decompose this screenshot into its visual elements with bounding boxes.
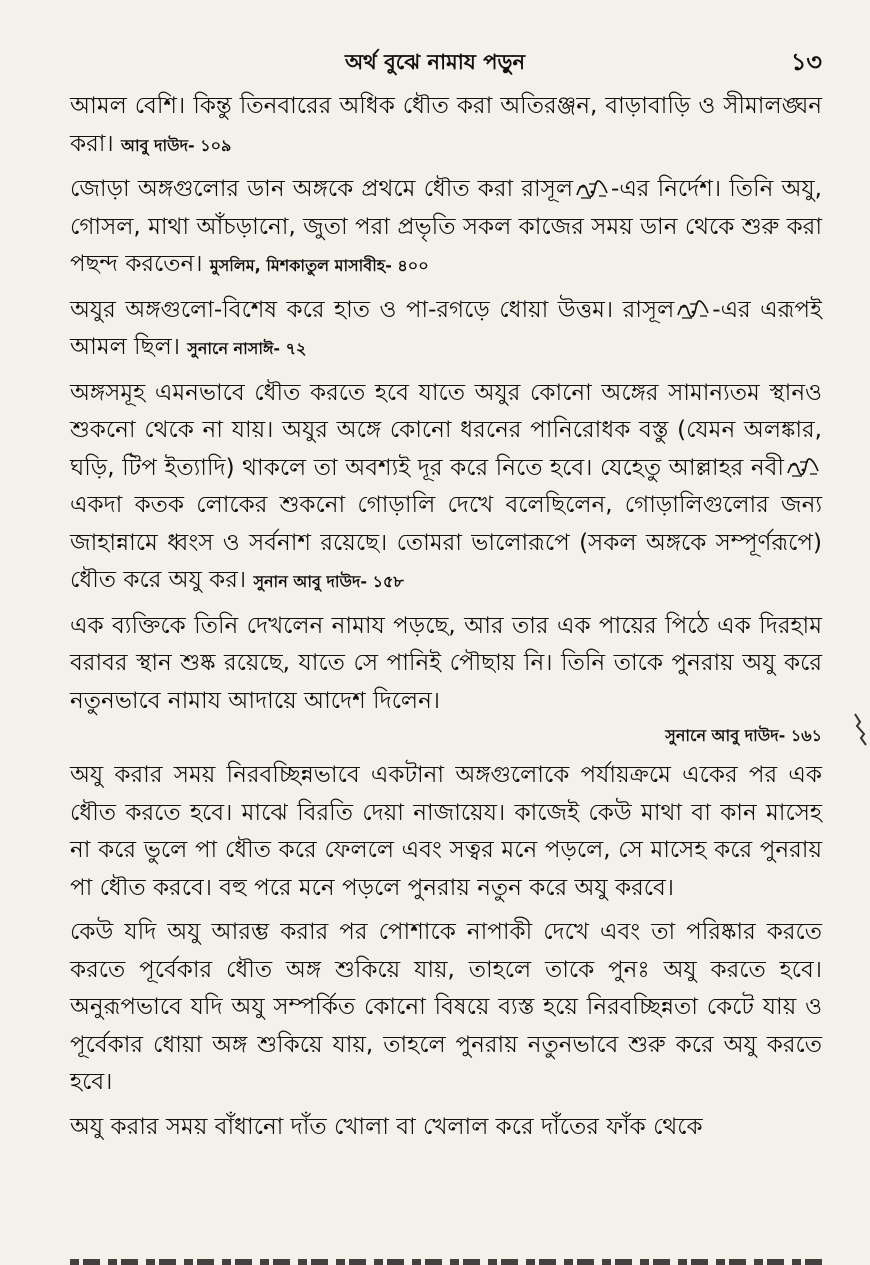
citation: সুনান আবু দাউদ- ১৫৮ (253, 572, 404, 591)
cut-off-next-line (70, 1254, 822, 1265)
paragraph-6 (70, 757, 822, 907)
salawat-calligraphy-icon (786, 457, 820, 479)
citation: মুসলিম, মিশকাতুল মাসাবীহ- ৪০০ (209, 256, 429, 275)
paragraph-3 (70, 292, 822, 368)
citation: সুনানে আবু দাউদ- ১৬১ (665, 726, 822, 745)
paragraph-text: জোড়া অঙ্গগুলোর ডান অঙ্গকে প্রথমে ধৌত করা রাসূল (70, 176, 574, 202)
margin-smudge-mark (852, 712, 868, 746)
paragraph-2 (70, 171, 822, 285)
page-number: ১৩ (790, 48, 822, 76)
paragraph-4 (70, 375, 822, 601)
paragraph-text: এক ব্যক্তিকে তিনি দেখলেন নামায পড়ছে, আর তার এক পায়ের পিঠে এক দিরহাম বরাবর স্থান শুষ্ক রয়েছে, যাতে সে পানিই পৌছায় নি। তিনি তাকে পুনরায় অযু করে নতুনভাবে নামায আদায়ে আদেশ দিলেন। (70, 612, 822, 714)
citation: সুনানে নাসাঈ- ৭২ (187, 339, 307, 358)
paragraph-text: আমল বেশি। কিন্তু তিনবারের অধিক ধৌত করা অতিরঞ্জন, বাড়াবাড়ি ও সীমালঙ্ঘন করা। (70, 93, 822, 157)
paragraph-text: একদা কতক লোকের শুকনো গোড়ালি দেখে বলেছিলেন, গোড়ালিগুলোর জন্য জাহান্নামে ধ্বংস ও সর্বনাশ রয়েছে। তোমরা ভালোরূপে (সকল অঙ্গকে সম্পূর্ণরূপে) ধৌত করে অযু কর। (70, 492, 822, 593)
paragraph-text: -এর নির্দেশ। তিনি অযু, গোসল, মাথা আঁচড়ানো, জুতা পরা প্রভৃতি সকল কাজের সময় ডান থেকে শুরু করা পছন্দ করতেন। (70, 176, 822, 277)
paragraph-text: কেউ যদি অযু আরম্ভ করার পর পোশাকে নাপাকী দেখে এবং তা পরিষ্কার করতে করতে পূর্বেকার ধৌত অঙ্গ শুকিয়ে যায়, তাহলে তাকে পুনঃ অযু করতে হবে। অনুরূপভাবে যদি অযু সম্পর্কিত কোনো বিষয়ে ব্যস্ত হয়ে নিরবচ্ছিন্নতা কেটে যায় ও পূর্বেকার ধোয়া অঙ্গ শুকিয়ে যায়, তাহলে পুনরায় নতুনভাবে শুরু করে অযু করতে হবে। (70, 919, 822, 1095)
running-title: অর্থ বুঝে নামায পড়ুন (345, 50, 525, 74)
paragraph-text: -এর এরূপই আমল ছিল। (70, 296, 822, 360)
salawat-calligraphy-icon (575, 179, 609, 201)
paragraph-text: অযু করার সময় বাঁধানো দাঁত খোলা বা খেলাল করে দাঁতের ফাঁক থেকে (70, 1113, 703, 1140)
paragraph-1 (70, 88, 822, 164)
body-text (70, 88, 822, 1153)
paragraph-5 (70, 608, 822, 721)
page-header (0, 40, 870, 80)
paragraph-7 (70, 914, 822, 1102)
paragraph-text: অযুর অঙ্গগুলো-বিশেষ করে হাত ও পা-রগড়ে ধোয়া উত্তম। রাসূল (70, 296, 675, 323)
paragraph-8 (70, 1109, 822, 1147)
salawat-calligraphy-icon (676, 299, 710, 321)
paragraph-text: অযু করার সময় নিরবচ্ছিন্নভাবে একটানা অঙ্গগুলোকে পর্যায়ক্রমে একের পর এক ধৌত করতে হবে। মাঝে বিরতি দেয়া নাজায়েয। কাজেই কেউ মাথা বা কান মাসেহ না করে ভুলে পা ধৌত করে ফেললে এবং সত্বর মনে পড়লে, সে মাসেহ করে পুনরায় পা ধৌত করবে। বহু পরে মনে পড়লে পুনরায় নতুন করে অযু করবে। (70, 762, 822, 901)
paragraph-text: অঙ্গসমূহ এমনভাবে ধৌত করতে হবে যাতে অযুর কোনো অঙ্গের সামান্যতম স্থানও শুকনো থেকে না যায়। অযুর অঙ্গে কোনো ধরনের পানিরোধক বস্তু (যেমন অলঙ্কার, ঘড়ি, টিপ ইত্যাদি) থাকলে তা অবশ্যই দূর করে নিতে হবে। যেহেতু আল্লাহর নবী (70, 379, 822, 481)
citation: আবু দাউদ- ১০৯ (120, 135, 232, 155)
